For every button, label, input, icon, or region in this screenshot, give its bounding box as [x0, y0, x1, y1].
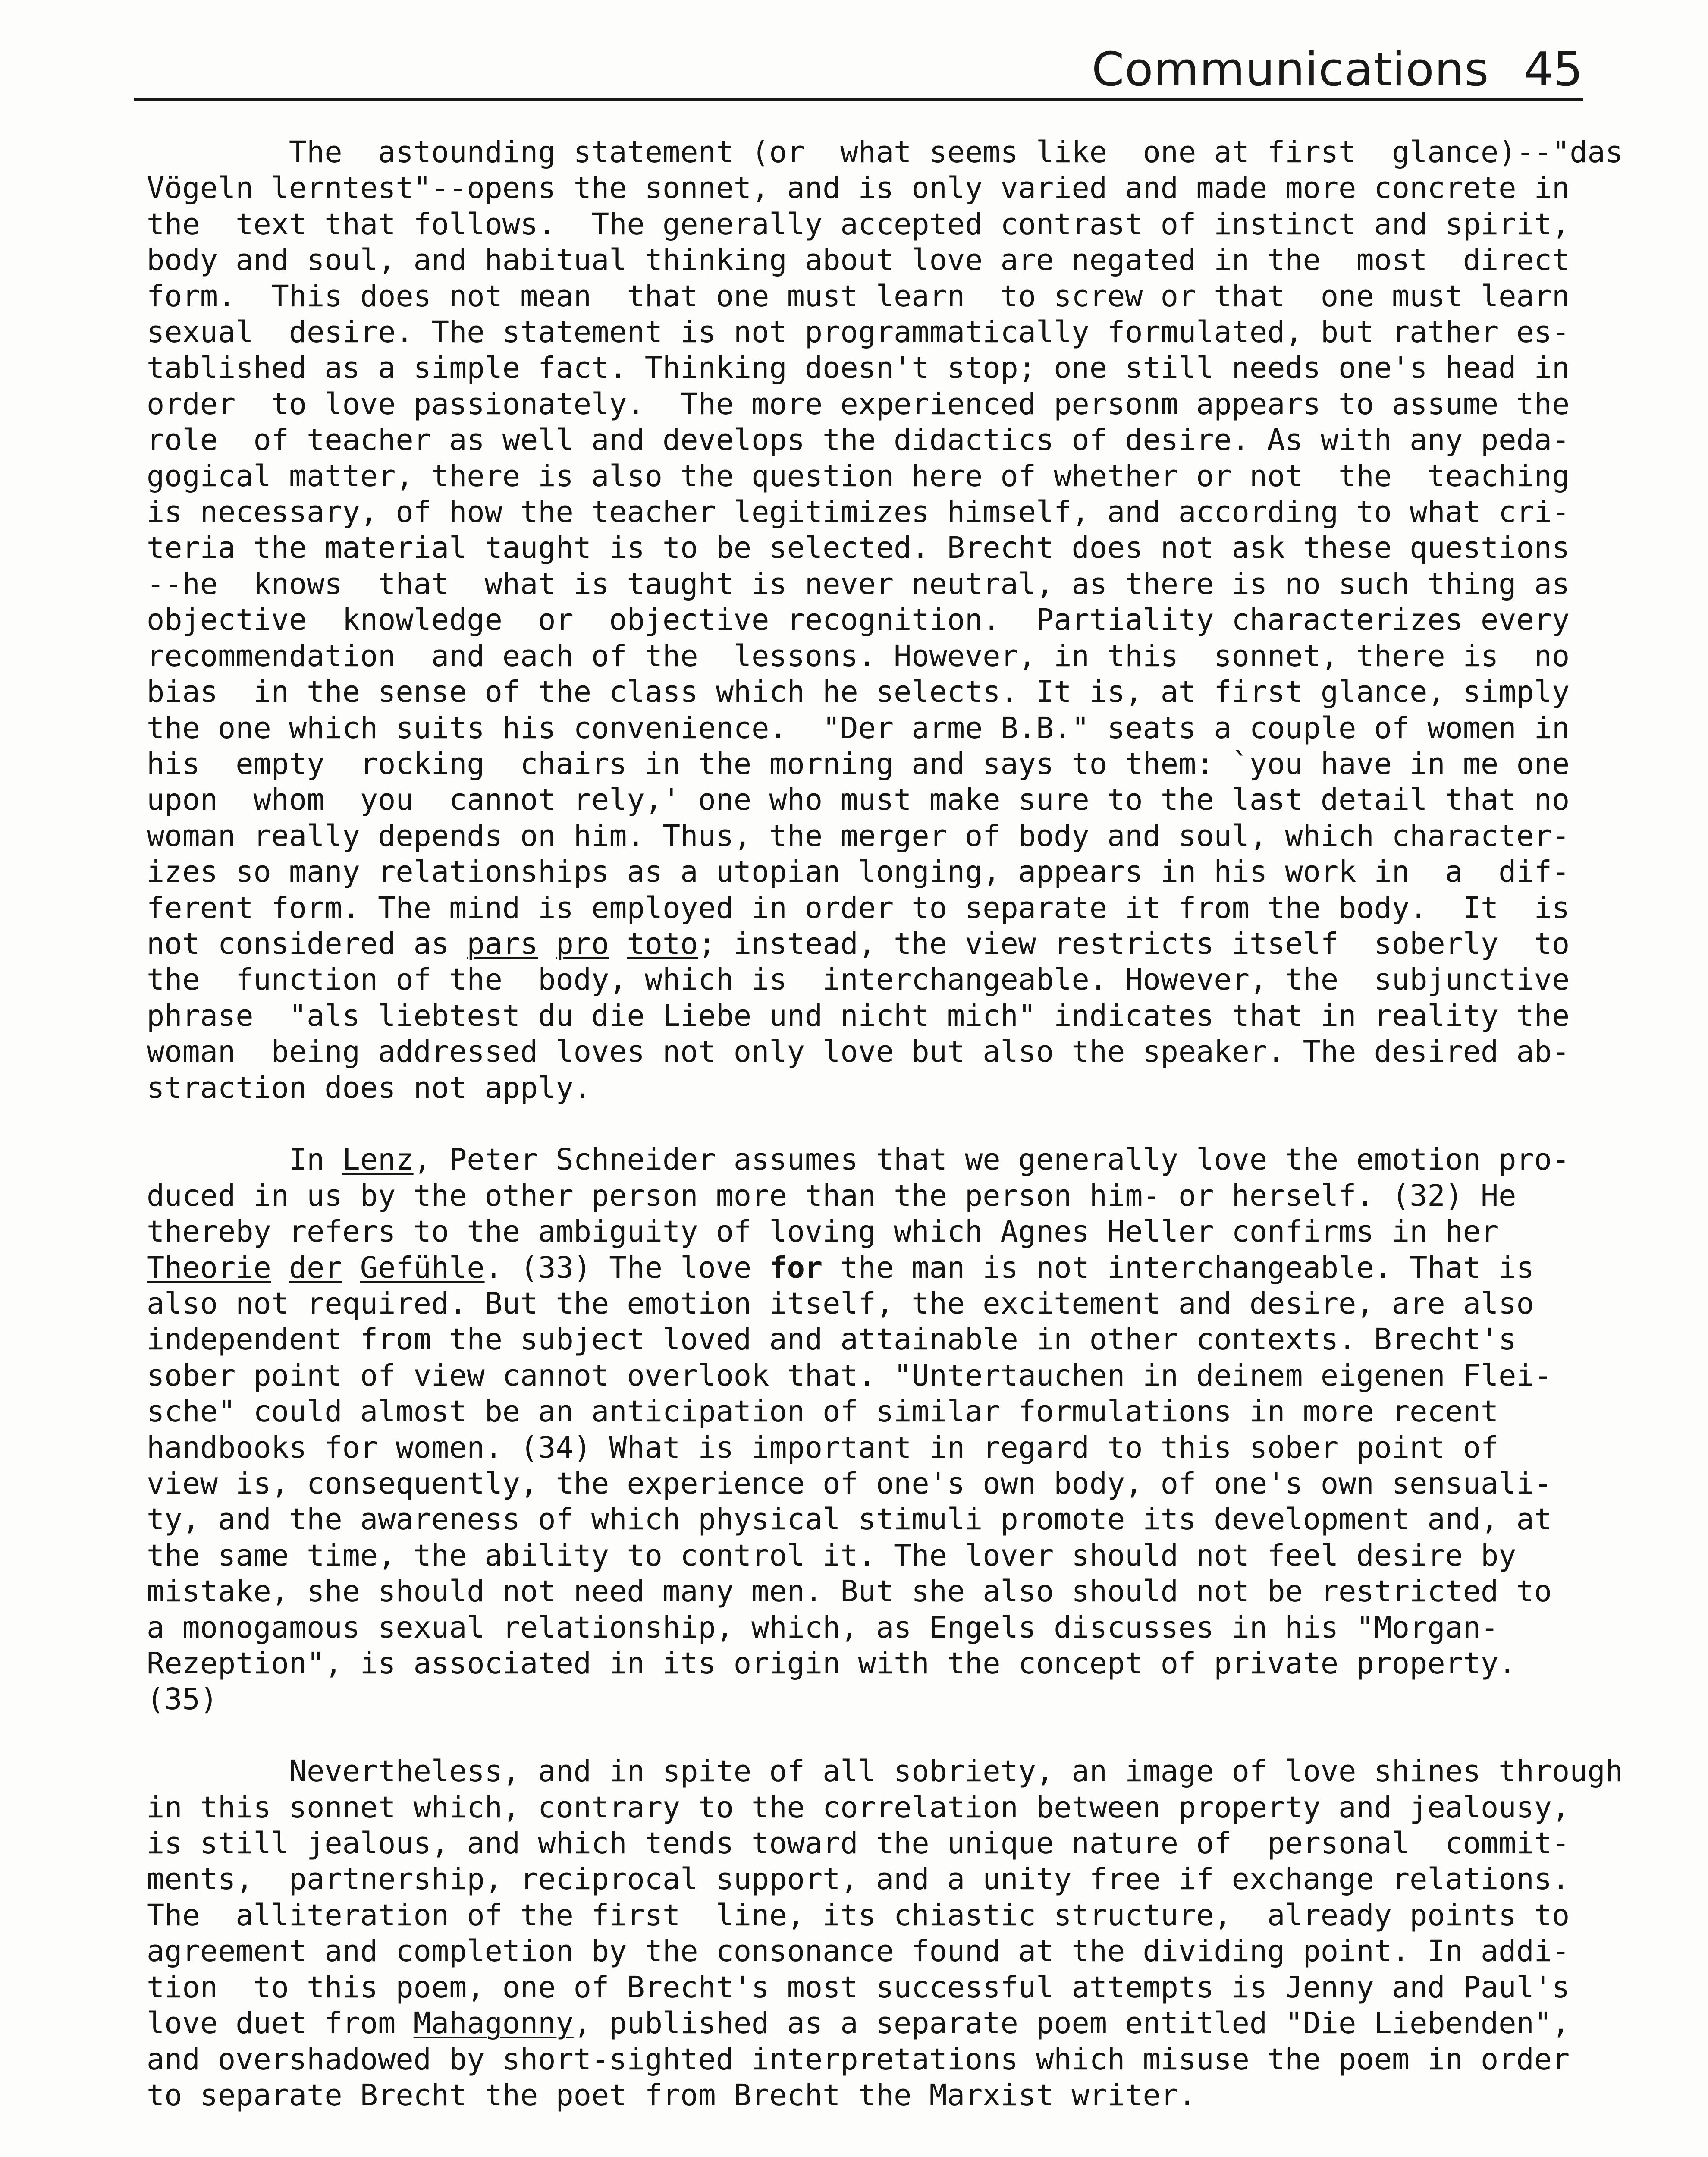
bold-word: for — [769, 1250, 823, 1285]
text-run: The alliteration of the first line, its chiastic structure, already points to — [147, 1898, 1570, 1933]
text-line — [147, 1502, 1566, 1538]
text-line — [147, 1466, 1566, 1502]
paragraph — [147, 1754, 1623, 2113]
text-line — [147, 1322, 1566, 1358]
underlined-title: toto — [627, 926, 698, 961]
text-line — [147, 1861, 1570, 1897]
paragraph — [147, 1142, 1570, 1718]
text-line — [147, 170, 1570, 206]
text-line — [147, 530, 1570, 566]
text-run: in this sonnet which, contrary to the correlation between property and jealousy, — [147, 1790, 1570, 1825]
text-line — [147, 674, 1570, 710]
text-run: Nevertheless, and in spite of all sobriety, an image of love shines through — [147, 1754, 1623, 1789]
text-line — [147, 350, 1570, 386]
text-run: is necessary, of how the teacher legitimizes himself, and according to what cri- — [147, 495, 1570, 530]
text-run: straction does not apply. — [147, 1070, 592, 1105]
text-line — [147, 890, 1570, 926]
text-run: gogical matter, there is also the question here of whether or not the teaching — [147, 459, 1570, 494]
text-run — [538, 927, 556, 961]
body-text — [147, 135, 1623, 2150]
text-run: form. This does not mean that one must learn to screw or that one must learn — [147, 279, 1570, 314]
text-run: ty, and the awareness of which physical stimuli promote its development and, at — [147, 1502, 1552, 1537]
text-run: the text that follows. The generally accepted contrast of instinct and spirit, — [147, 207, 1570, 242]
text-run: izes so many relationships as a utopian longing, appears in his work in a dif- — [147, 855, 1570, 890]
text-run: is still jealous, and which tends toward the unique nature of personal commit- — [147, 1826, 1570, 1861]
text-run: duced in us by the other person more than the person him- or herself. (32) He — [147, 1178, 1516, 1213]
text-run: body and soul, and habitual thinking about love are negated in the most direct — [147, 243, 1570, 278]
underlined-title: Lenz — [342, 1142, 414, 1177]
text-run: recommendation and each of the lessons. However, in this sonnet, there is no — [147, 638, 1570, 673]
text-run: ; instead, the view restricts itself soberly to — [698, 926, 1570, 961]
text-line — [147, 1682, 1566, 1717]
text-run: handbooks for women. (34) What is important in regard to this sober point of — [147, 1430, 1499, 1465]
text-run: woman really depends on him. Thus, the merger of body and soul, which character- — [147, 818, 1570, 853]
text-run: thereby refers to the ambiguity of loving which Agnes Heller confirms in her — [147, 1214, 1499, 1249]
text-run: Rezeption", is associated in its origin with the concept of private property. — [147, 1646, 1516, 1681]
text-run: teria the material taught is to be selected. Brecht does not ask these questions — [147, 531, 1570, 566]
text-line — [147, 962, 1570, 998]
text-run: mistake, she should not need many men. But she also should not be restricted to — [147, 1574, 1552, 1609]
paragraph — [147, 135, 1623, 1106]
text-run: woman being addressed loves not only love but also the speaker. The desired ab- — [147, 1034, 1570, 1069]
text-run: and overshadowed by short-sighted interpretations which misuse the poem in order — [147, 2042, 1570, 2077]
text-run: ferent form. The mind is employed in order to separate it from the body. It is — [147, 890, 1570, 925]
text-line — [147, 926, 1570, 962]
running-title: Communications — [1092, 43, 1489, 97]
text-line — [147, 1142, 1570, 1178]
text-line — [147, 1790, 1570, 1826]
text-run: order to love passionately. The more experienced personm appears to assume the — [147, 387, 1570, 421]
text-run: , published as a separate poem entitled "Die Liebenden", — [573, 2006, 1570, 2041]
text-run: independent from the subject loved and attainable in other contexts. Brecht's — [147, 1322, 1516, 1357]
text-line — [147, 1430, 1566, 1466]
text-line — [147, 1646, 1566, 1682]
text-run — [342, 1251, 360, 1285]
text-line — [147, 746, 1570, 782]
text-run: a monogamous sexual relationship, which, as Engels discusses in his "Morgan- — [147, 1610, 1499, 1645]
text-run: (35) — [147, 1682, 218, 1717]
text-run: tion to this poem, one of Brecht's most successful attempts is Jenny and Paul's — [147, 1970, 1570, 2005]
underlined-title: pars — [467, 926, 538, 961]
text-line — [147, 602, 1570, 638]
text-line — [147, 1826, 1570, 1861]
underlined-title: pro — [556, 926, 609, 961]
text-run: --he knows that what is taught is never neutral, as there is no such thing as — [147, 566, 1570, 601]
text-run: tablished as a simple fact. Thinking doesn't stop; one still needs one's head in — [147, 351, 1570, 386]
text-run: sche" could almost be an anticipation of similar formulations in more recent — [147, 1394, 1499, 1429]
text-run: to separate Brecht the poet from Brecht the Marxist writer. — [147, 2078, 1196, 2113]
text-run: The astounding statement (or what seems like one at first glance)--"das — [147, 135, 1623, 170]
text-line — [147, 782, 1570, 818]
text-run: his empty rocking chairs in the morning and says to them: `you have in me one — [147, 746, 1570, 781]
text-run: the function of the body, which is interchangeable. However, the subjunctive — [147, 962, 1570, 997]
text-run: sexual desire. The statement is not programmatically formulated, but rather es- — [147, 315, 1570, 350]
text-run: the same time, the ability to control it. The lover should not feel desire by — [147, 1538, 1516, 1573]
page-number: 45 — [1523, 43, 1583, 97]
text-line — [147, 1574, 1566, 1610]
text-line — [147, 1538, 1566, 1574]
text-line — [147, 1898, 1570, 1934]
text-line — [147, 1286, 1566, 1322]
text-line — [147, 1970, 1570, 2006]
text-run — [609, 927, 627, 961]
text-run: sober point of view cannot overlook that. "Untertauchen in deinem eigenen Flei- — [147, 1358, 1552, 1393]
text-line — [147, 1214, 1566, 1250]
underlined-title: Gefühle — [360, 1250, 485, 1285]
text-line — [147, 1178, 1566, 1214]
text-line — [147, 818, 1570, 854]
text-line — [147, 1394, 1566, 1430]
text-line — [147, 1250, 1566, 1286]
text-run: , Peter Schneider assumes that we generally love the emotion pro- — [413, 1142, 1570, 1177]
text-run: phrase "als liebtest du die Liebe und nicht mich" indicates that in reality the — [147, 998, 1570, 1033]
text-run: role of teacher as well and develops the didactics of desire. As with any peda- — [147, 423, 1570, 458]
text-line — [147, 711, 1570, 746]
text-line — [147, 242, 1570, 278]
text-run: Vögeln lerntest"--opens the sonnet, and is only varied and made more concrete in — [147, 171, 1570, 206]
text-line — [147, 2006, 1570, 2041]
text-line — [147, 998, 1570, 1034]
text-run: not considered as — [147, 926, 467, 961]
text-run: also not required. But the emotion itself, the excitement and desire, are also — [147, 1286, 1534, 1321]
text-run: the one which suits his convenience. "Der arme B.B." seats a couple of women in — [147, 711, 1570, 745]
underlined-title: Theorie — [147, 1250, 271, 1285]
text-line — [147, 494, 1570, 530]
text-line — [147, 1934, 1570, 1969]
text-line — [147, 638, 1570, 674]
text-line — [147, 1610, 1566, 1646]
text-run: objective knowledge or objective recognition. Partiality characterizes every — [147, 603, 1570, 638]
text-line — [147, 1070, 1566, 1106]
text-run: love duet from — [147, 2006, 414, 2041]
text-line — [147, 314, 1570, 350]
text-line — [147, 1358, 1566, 1394]
text-line — [147, 207, 1570, 242]
text-run: ments, partnership, reciprocal support, and a unity free if exchange relations. — [147, 1862, 1570, 1897]
text-line — [147, 135, 1623, 170]
text-run: In — [147, 1142, 342, 1177]
text-line — [147, 387, 1570, 422]
text-run: upon whom you cannot rely,' one who must make sure to the last detail that no — [147, 783, 1570, 818]
text-line — [147, 422, 1570, 458]
text-run: view is, consequently, the experience of one's own body, of one's own sensuali- — [147, 1466, 1552, 1501]
text-line — [147, 1034, 1570, 1070]
text-run — [271, 1251, 289, 1285]
text-run: agreement and completion by the consonance found at the dividing point. In addi- — [147, 1934, 1570, 1969]
text-run: the man is not interchangeable. That is — [823, 1250, 1534, 1285]
text-line — [147, 854, 1570, 890]
text-line — [147, 566, 1570, 602]
header-rule — [134, 98, 1583, 101]
text-line — [147, 2078, 1566, 2113]
text-line — [147, 2042, 1570, 2078]
text-run: . (33) The love — [484, 1250, 769, 1285]
text-line — [147, 459, 1570, 494]
text-line — [147, 279, 1570, 314]
underlined-title: Mahagonny — [413, 2006, 574, 2041]
underlined-title: der — [289, 1250, 342, 1285]
text-line — [147, 1754, 1623, 1789]
page-header — [134, 40, 1583, 100]
text-run: bias in the sense of the class which he selects. It is, at first glance, simply — [147, 675, 1570, 710]
